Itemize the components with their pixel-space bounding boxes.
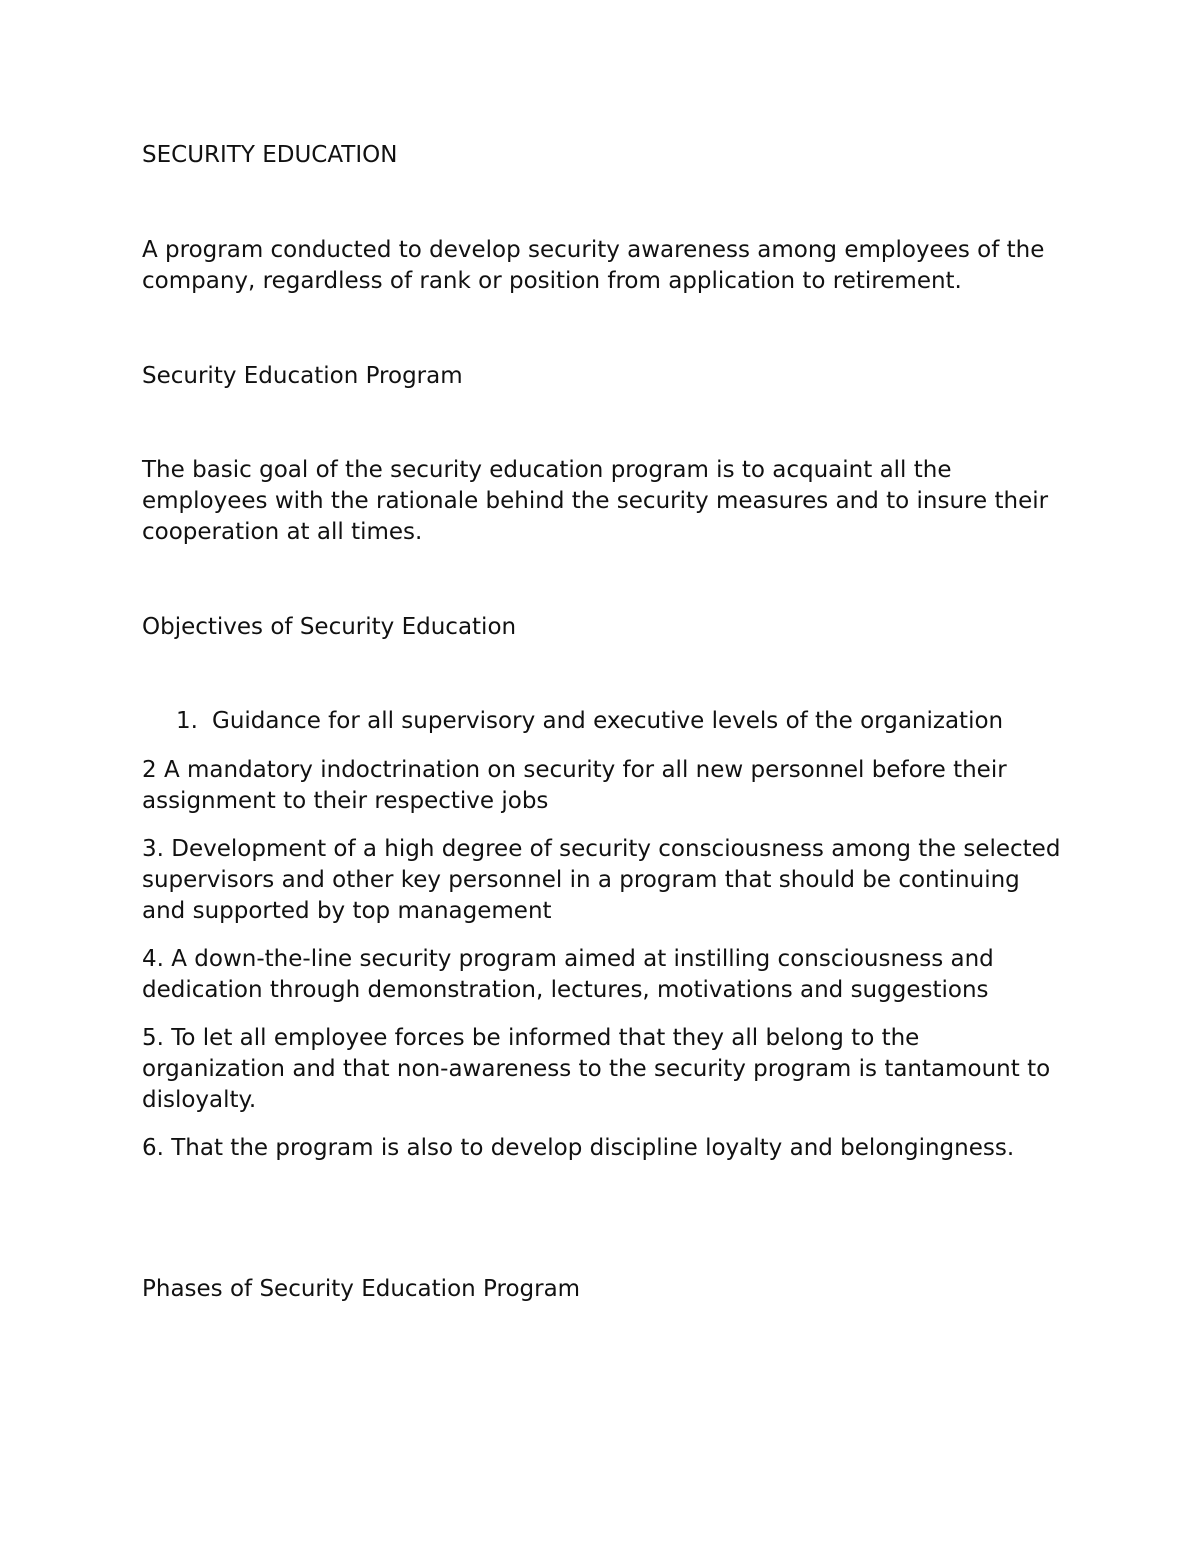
objective-item-1 bbox=[176, 706, 1056, 737]
program-goal-paragraph: The basic goal of the security education program is to acquaint all the employees with the rationale behind the security measures and to insure their cooperation at all times. bbox=[142, 457, 1049, 545]
program-heading: Security Education Program bbox=[142, 363, 463, 389]
objective-number: 1. bbox=[176, 708, 198, 734]
objective-item-5: 5. To let all employee forces be informed that they all belong to the organization and that non-awareness to the security program is tantamount to disloyalty. bbox=[142, 1025, 1051, 1113]
definition-paragraph: A program conducted to develop security awareness among employees of the company, regardless of rank or position from application to retirement. bbox=[142, 237, 1045, 294]
phases-heading: Phases of Security Education Program bbox=[142, 1276, 581, 1302]
document-title: SECURITY EDUCATION bbox=[142, 142, 398, 168]
objective-item-6: 6. That the program is also to develop discipline loyalty and belongingness. bbox=[142, 1135, 1015, 1161]
objective-item-2: 2 A mandatory indoctrination on security for all new personnel before their assignment to their respective jobs bbox=[142, 757, 1007, 814]
objective-item-4: 4. A down-the-line security program aimed at instilling consciousness and dedication through demonstration, lectures, motivations and suggestions bbox=[142, 946, 994, 1003]
objective-item-3: 3. Development of a high degree of security consciousness among the selected supervisors and other key personnel in a program that should be continuing and supported by top management bbox=[142, 836, 1061, 924]
objective-text: Guidance for all supervisory and executive levels of the organization bbox=[212, 708, 1004, 734]
objectives-heading: Objectives of Security Education bbox=[142, 614, 517, 640]
